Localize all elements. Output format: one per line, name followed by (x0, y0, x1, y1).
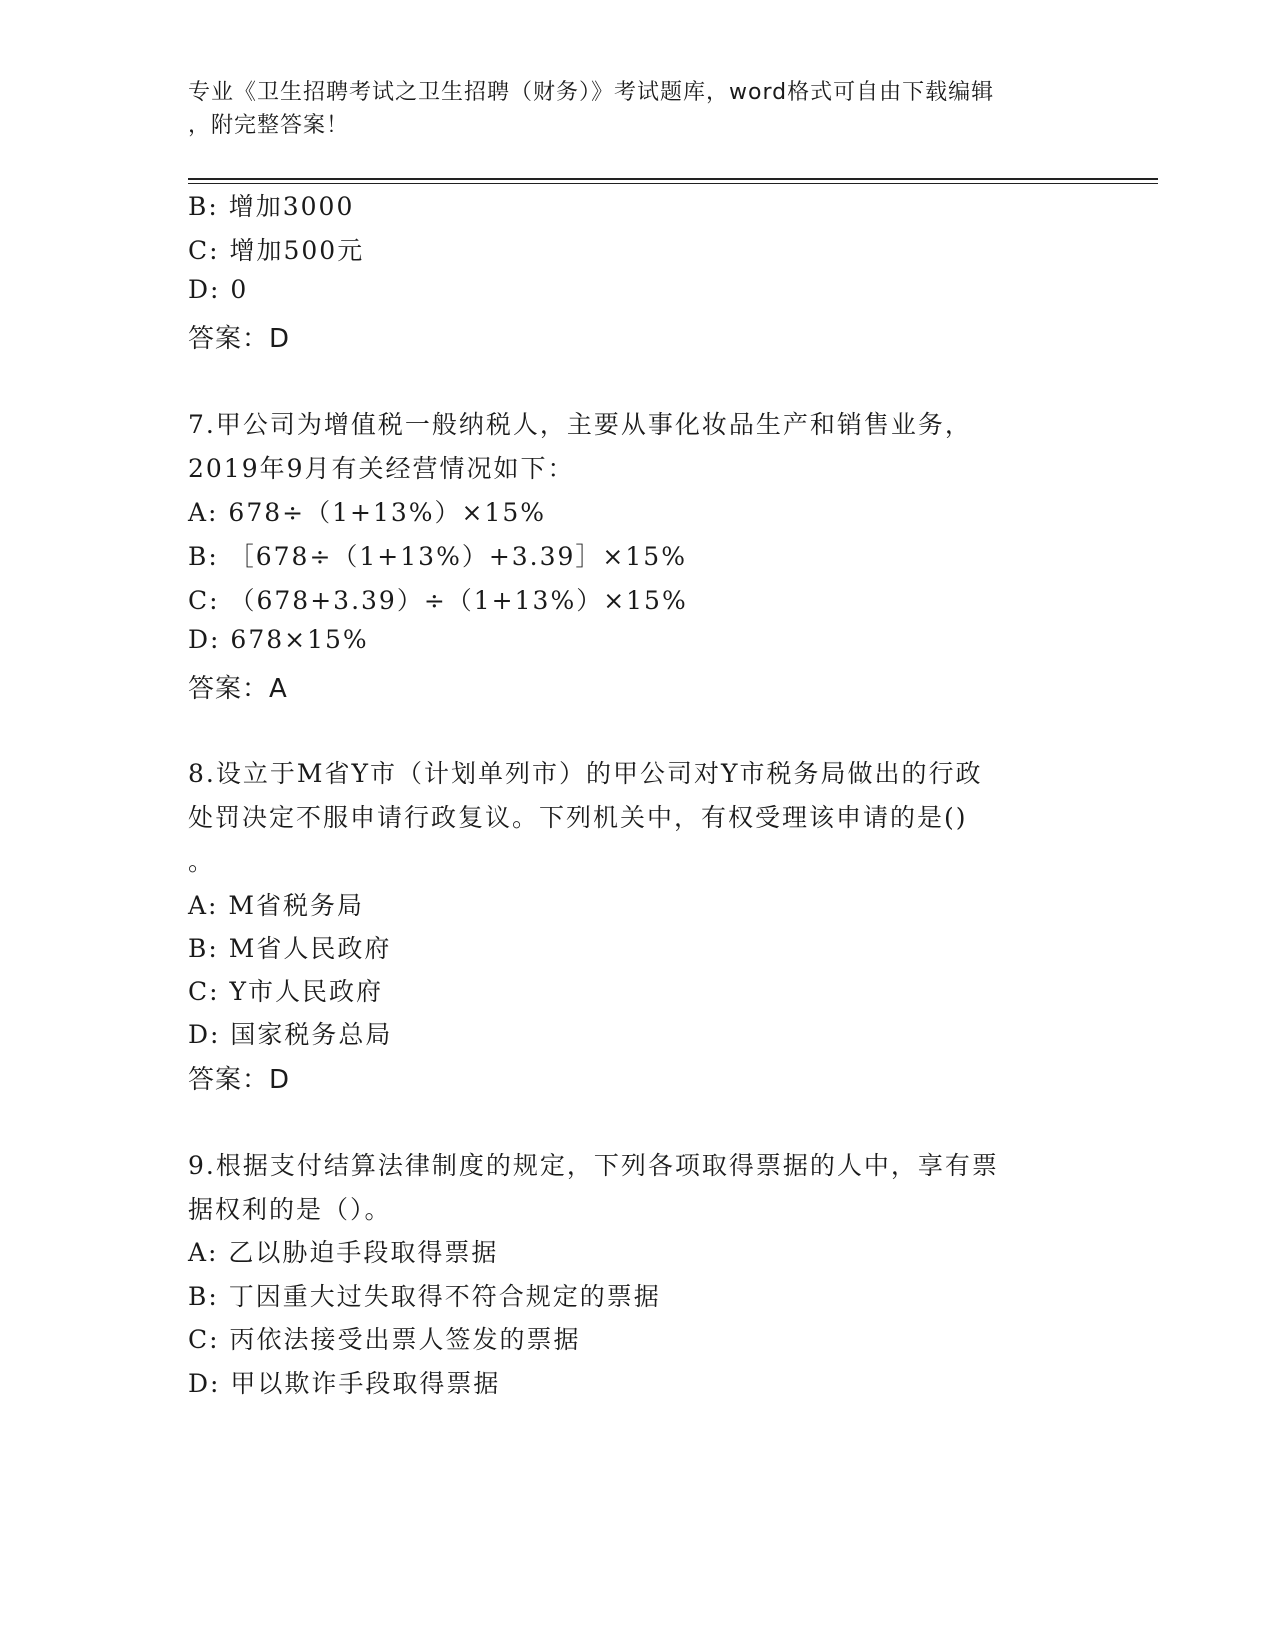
q8-option-a: A: M省税务局 (188, 891, 365, 920)
q9-option-c: C: 丙依法接受出票人签发的票据 (188, 1325, 581, 1354)
q9-stem-line-1: 9.根据支付结算法律制度的规定，下列各项取得票据的人中，享有票 (188, 1151, 999, 1180)
q7-stem-line-2: 2019年9月有关经营情况如下： (188, 454, 575, 483)
q9-option-d: D: 甲以欺诈手段取得票据 (188, 1369, 501, 1398)
header-divider-thin (188, 183, 1158, 184)
header-divider-thick (188, 178, 1158, 180)
header-line-1: 专业《卫生招聘考试之卫生招聘（财务）》考试题库，word格式可自由下载编辑 (188, 80, 995, 105)
q6-answer: 答案：D (188, 324, 291, 354)
q7-option-a: A: 678÷（1+13%）×15% (188, 498, 547, 527)
q8-answer: 答案：D (188, 1065, 291, 1095)
q8-stem-line-3: 。 (188, 847, 216, 876)
q7-option-b: B: ［678÷（1+13%）+3.39］×15% (188, 542, 687, 571)
q7-stem-line-1: 7.甲公司为增值税一般纳税人，主要从事化妆品生产和销售业务， (188, 410, 972, 439)
q8-option-b: B: M省人民政府 (188, 934, 392, 963)
q7-option-d: D: 678×15% (188, 625, 369, 654)
document-header (188, 76, 1068, 142)
header-line-2: ，附完整答案！ (188, 113, 350, 138)
q9-stem-line-2: 据权利的是（）。 (188, 1195, 392, 1224)
q8-option-d: D: 国家税务总局 (188, 1020, 393, 1049)
q8-option-c: C: Y市人民政府 (188, 977, 384, 1006)
q6-option-c: C: 增加500元 (188, 236, 365, 265)
q9-option-b: B: 丁因重大过失取得不符合规定的票据 (188, 1282, 661, 1311)
q6-option-d: D: 0 (188, 275, 249, 304)
q8-stem-line-1: 8.设立于M省Y市（计划单列市）的甲公司对Y市税务局做出的行政 (188, 759, 983, 788)
q6-option-b: B: 增加3000 (188, 192, 355, 221)
q9-option-a: A: 乙以胁迫手段取得票据 (188, 1238, 499, 1267)
q7-answer: 答案：A (188, 674, 288, 704)
q7-option-c: C: （678+3.39）÷（1+13%）×15% (188, 586, 688, 615)
q8-stem-line-2: 处罚决定不服申请行政复议。下列机关中，有权受理该申请的是() (188, 803, 968, 832)
